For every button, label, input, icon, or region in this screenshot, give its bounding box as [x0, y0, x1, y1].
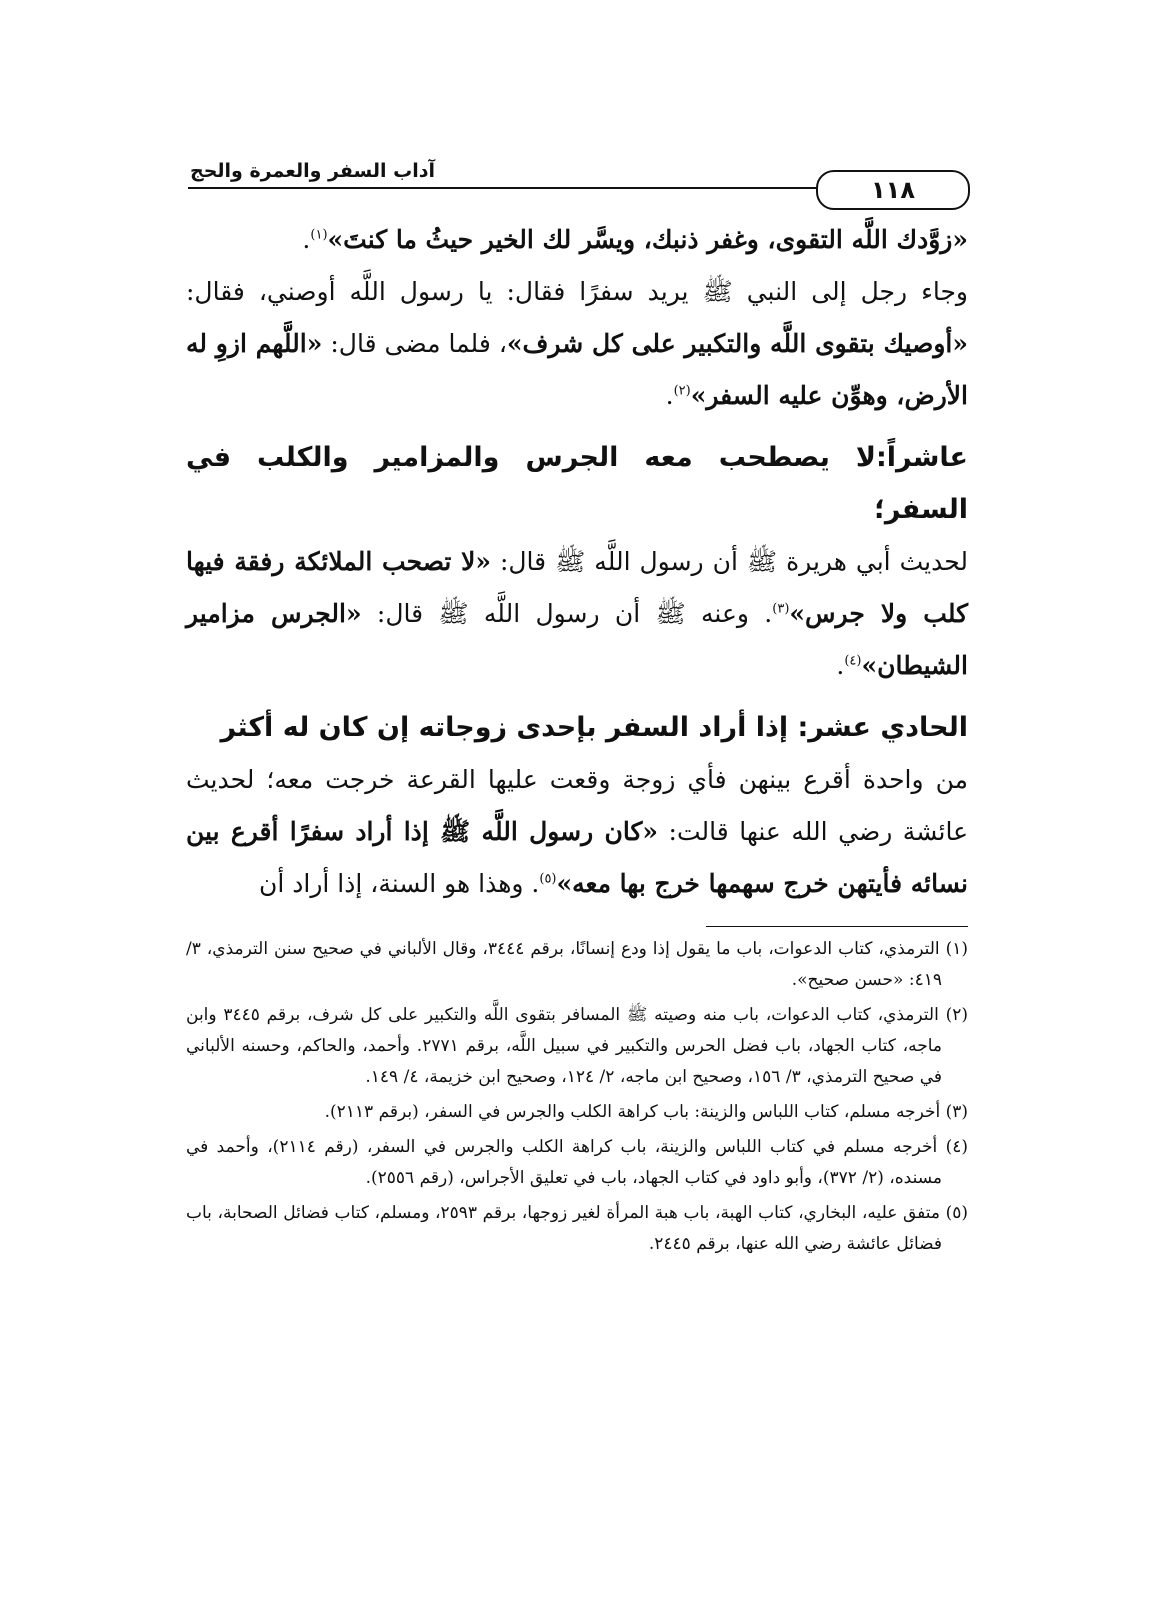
quote-text: «اللَّهم ازوِ له الأرض، وهوِّن عليه السفر»	[186, 329, 968, 410]
footnote-5: (٥) متفق عليه، البخاري، كتاب الهبة، باب هبة المرأة لغير زوجها، برقم ٢٥٩٣، ومسلم، كتاب فضائل الصحابة، باب فضائل عائشة رضي الله عنها، برقم ٢٤٤٥.	[186, 1203, 968, 1254]
section-heading-11: الحادي عشر: إذا أراد السفر بإحدى زوجاته إن كان له أكثر	[220, 712, 968, 743]
paragraph-3	[186, 536, 968, 692]
paragraph-1	[186, 214, 968, 266]
text-run: من واحدة أقرع بينهن فأي زوجة وقعت عليها القرعة خرجت معه؛ لحديث عائشة رضي الله عنها قالت:	[186, 765, 968, 846]
footnote-ref: (٤)	[844, 653, 862, 669]
footnote-ref: (٣)	[772, 601, 790, 617]
main-text	[186, 214, 968, 910]
quote-text: «زوَّدك اللَّه التقوى، وغفر ذنبك، ويسَّر لك الخير حيثُ ما كنتَ»	[327, 225, 968, 254]
footnote-separator	[706, 926, 968, 927]
footnote-3: (٣) أخرجه مسلم، كتاب اللباس والزينة: باب كراهة الكلب والجرس في السفر، (برقم ٢١١٣).	[324, 1102, 968, 1122]
footnote-4: (٤) أخرجه مسلم في كتاب اللباس والزينة، باب كراهة الكلب والجرس في السفر، (رقم ٢١١٤)، وأحمد في مسنده، (٢/ ٣٧٢)، وأبو داود في كتاب الجهاد، باب في تعليق الأجراس، (رقم ٢٥٥٦).	[186, 1137, 968, 1188]
text-run: . وهذا هو السنة، إذا أراد أن	[259, 869, 540, 898]
text-run: .	[302, 225, 311, 254]
text-run: .	[836, 651, 845, 680]
quote-text: «أوصيك بتقوى اللَّه والتكبير على كل شرف»	[506, 329, 968, 358]
footnote-ref: (٢)	[673, 383, 691, 399]
running-title: آداب السفر والعمرة والحج	[190, 160, 435, 182]
header-rule	[188, 187, 820, 189]
quote-text: «كان رسول اللَّه ﷺ إذا أراد سفرًا أقرع بين نسائه فأيتهن خرج سهمها خرج بها معه»	[186, 817, 968, 898]
footnote-2: (٢) الترمذي، كتاب الدعوات، باب منه وصيته ﷺ المسافر بتقوى اللَّه والتكبير على كل شرف، برقم ٣٤٤٥ وابن ماجه، كتاب الجهاد، باب فضل الحرس والتكبير في سبيل اللَّه، برقم ٢٧٧١. وأحمد، والحاكم، وحسنه الألباني في صحيح الترمذي، ٣/ ١٥٦، وصحيح ابن ماجه، ٢/ ١٢٤، وصحيح ابن خزيمة، ٤/ ١٤٩.	[186, 1005, 968, 1087]
quote-text: «الجرس مزامير الشيطان»	[186, 599, 968, 680]
paragraph-2	[186, 266, 968, 422]
footnote-ref: (٥)	[539, 871, 557, 887]
text-run: . وعنه ﷺ أن رسول اللَّه ﷺ قال:	[361, 599, 773, 628]
footnotes	[186, 934, 968, 1264]
text-run: وجاء رجل إلى النبي ﷺ يريد سفرًا فقال: يا رسول اللَّه أوصني، فقال:	[186, 277, 968, 306]
page-number: ١١٨	[816, 170, 970, 210]
quote-text: «لا تصحب الملائكة رفقة فيها كلب ولا جرس»	[186, 547, 968, 628]
section-heading-10: عاشراً:لا يصطحب معه الجرس والمزامير والكلب في السفر؛	[186, 442, 968, 525]
paragraph-4	[186, 754, 968, 910]
running-header	[178, 160, 970, 210]
footnote-ref: (١)	[310, 227, 328, 243]
text-run: ، فلما مضى قال:	[322, 329, 507, 358]
footnote-1: (١) الترمذي، كتاب الدعوات، باب ما يقول إذا ودع إنسانًا، برقم ٣٤٤٤، وقال الألباني في صحيح سنن الترمذي، ٣/ ٤١٩: «حسن صحيح».	[186, 939, 968, 990]
text-run: .	[665, 381, 674, 410]
text-run: لحديث أبي هريرة ﷺ أن رسول اللَّه ﷺ قال:	[490, 547, 968, 576]
